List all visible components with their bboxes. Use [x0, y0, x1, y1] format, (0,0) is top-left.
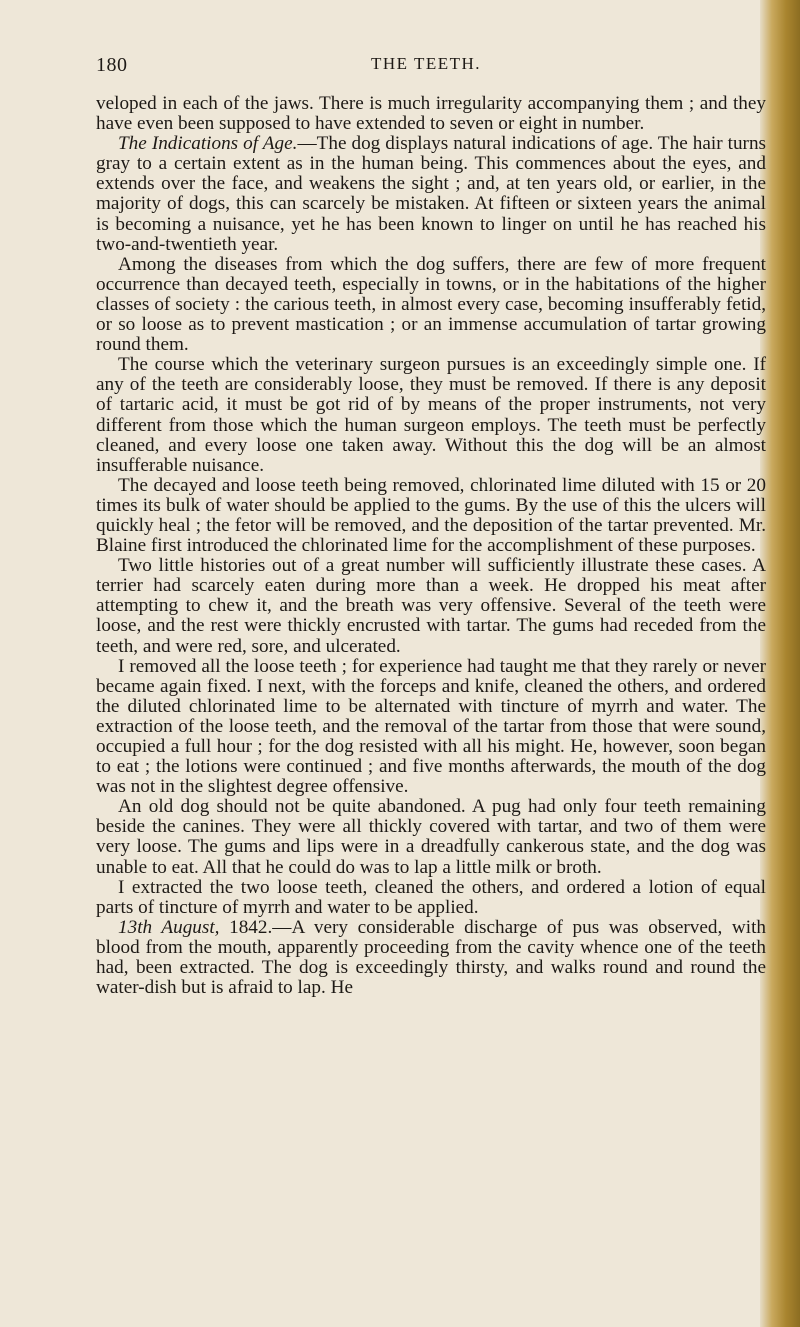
body-text: [96, 94, 766, 998]
paragraph: An old dog should not be quite abandoned. A pug had only four teeth remaining beside the canines. They were all thickly covered with tartar, and two of them were very loose. The gums and lips were in a dreadfully cankerous state, and the dog was unable to eat. All that he could do was to lap a little milk or broth.: [96, 796, 766, 878]
paragraph: I removed all the loose teeth ; for experience had taught me that they rarely or never became again fixed. I next, with the forceps and knife, cleaned the others, and ordered the diluted chlorinated lime to be alternated with tincture of myrrh and water. The extraction of the loose teeth, and the removal of the tartar from those that were sound, occupied a full hour ; for the dog resisted with all his might. He, however, soon began to eat ; the lotions were continued ; and five months afterwards, the mouth of the dog was not in the slightest degree offensive.: [96, 655, 766, 798]
page-header: [96, 54, 756, 80]
section-heading: The Indications of Age.: [118, 133, 298, 155]
page-edge: [760, 0, 800, 1327]
paragraph: 13th August, 1842.—A very considerable discharge of pus was observed, with blood from the mouth, apparently proceeding from the cavity whence one of the teeth had, been extracted. The dog is exceedingly thirsty, and walks round and round the water-dish but is afraid to lap. He: [96, 916, 766, 999]
paragraph: Among the diseases from which the dog suffers, there are few of more frequent occurrence than decayed teeth, especially in towns, or in the habitations of the higher classes of society : the carious teeth, in almost every case, becoming insufferably fetid, or so loose as to prevent mastication ; or an immense accumulation of tartar growing round them.: [96, 253, 766, 356]
paragraph: Two little histories out of a great number will sufficiently illustrate these cases. A terrier had scarcely eaten during more than a week. He dropped his meat after attempting to chew it, and the breath was very offensive. Several of the teeth were loose, and the rest were thickly encrusted with tartar. The gums had receded from the teeth, and were red, sore, and ulcerated.: [96, 555, 766, 657]
paragraph: The Indications of Age.—The dog displays natural indications of age. The hair turns gray to a certain extent as in the human being. This commences about the eyes, and extends over the face, and weakens the sight ; and, at ten years old, or earlier, in the majority of dogs, this can scarcely be mistaken. At fifteen or sixteen years the animal is becoming a nuisance, yet he has been known to linger on until he has reached his two-and-twentieth year.: [96, 133, 767, 255]
paragraph: The course which the veterinary surgeon pursues is an exceedingly simple one. If any of the teeth are considerably loose, they must be removed. If there is any deposit of tartaric acid, it must be got rid of by means of the proper instruments, not very different from those which the human surgeon employs. The teeth must be perfectly cleaned, and every loose one taken away. Without this the dog will be an almost insufferable nuisance.: [96, 354, 766, 476]
page-number: 180: [96, 54, 128, 76]
paragraph: I extracted the two loose teeth, cleaned the others, and ordered a lotion of equal parts of tincture of myrrh and water to be applied.: [96, 876, 766, 918]
paragraph: veloped in each of the jaws. There is much irregularity accompanying them ; and they have even been supposed to have extended to seven or eight in number.: [96, 93, 766, 135]
date-lead: 13th August,: [118, 916, 220, 938]
paragraph: The decayed and loose teeth being removed, chlorinated lime diluted with 15 or 20 times its bulk of water should be applied to the gums. By the use of this the ulcers will quickly heal ; the fetor will be removed, and the deposition of the tartar prevented. Mr. Blaine first introduced the chlorinated lime for the accomplishment of these purposes.: [96, 474, 766, 557]
running-head: THE TEETH.: [370, 54, 482, 73]
